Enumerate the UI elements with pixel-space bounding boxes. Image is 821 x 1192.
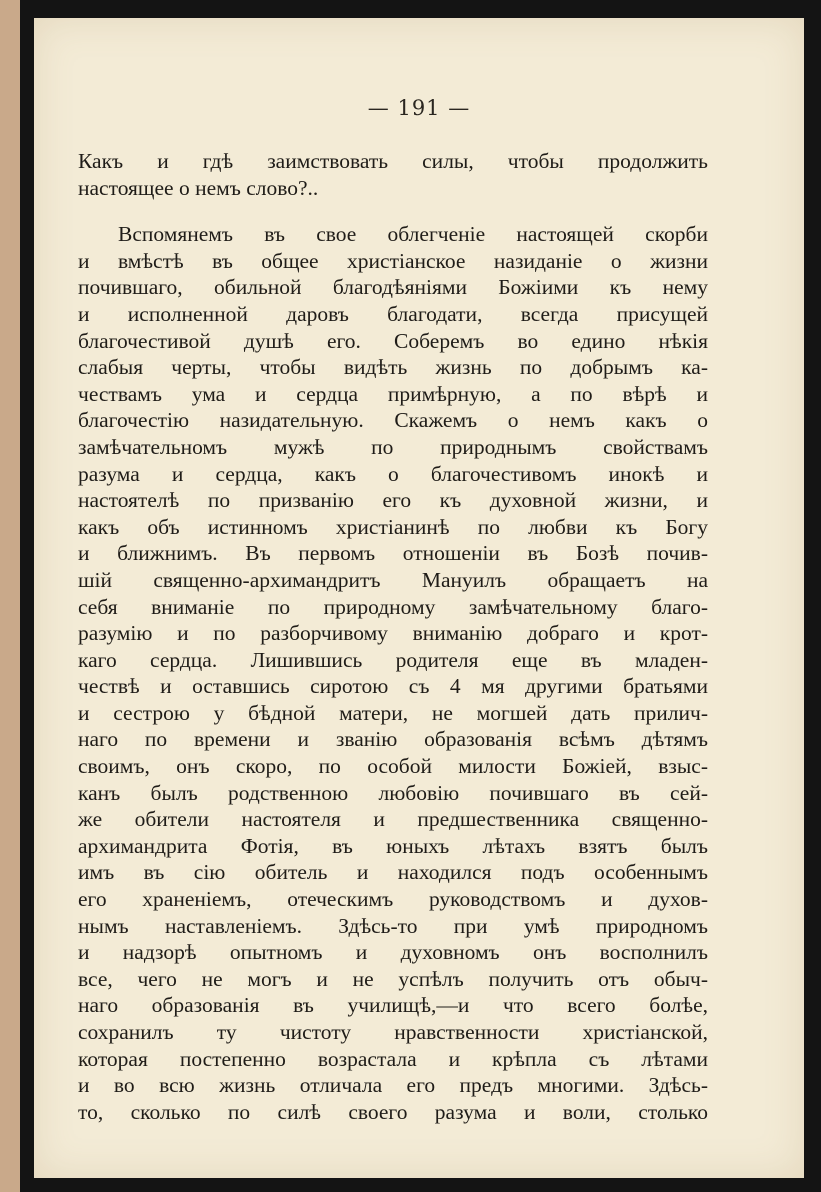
text-line: чествѣ и оставшись сиротою съ 4 мя другими братьями	[78, 674, 708, 699]
text-line: себя вниманіе по природному замѣчательному благо-	[78, 594, 708, 619]
text-line: разумію и по разборчивому вниманію добраго и крот-	[78, 621, 708, 646]
text-line: замѣчательномъ мужѣ по природнымъ свойствамъ	[78, 434, 708, 459]
text-line: почившаго, обильной благодѣяніями Божіими къ нему	[78, 275, 708, 300]
text-line: его храненіемъ, отеческимъ руководствомъ и духов-	[78, 887, 708, 912]
text-line: каго сердца. Лишившись родителя еще въ младен-	[78, 647, 708, 672]
text-line: и вмѣстѣ въ общее христіанское назиданіе о жизни	[78, 248, 708, 273]
text-line: своимъ, онъ скоро, по особой милости Божіей, взыс-	[78, 754, 708, 779]
text-line: же обители настоятеля и предшественника священно-	[78, 807, 708, 832]
text-line: Вспомянемъ въ свое облегченіе настоящей скорби	[118, 222, 708, 247]
text-line: настоятелѣ по призванію его къ духовной жизни, и	[78, 488, 708, 513]
text-line: какъ объ истинномъ христіанинѣ по любви къ Богу	[78, 514, 708, 539]
text-line: все, чего не могъ и не успѣлъ получить отъ обыч-	[78, 966, 708, 991]
text-line: то, сколько по силѣ своего разума и воли, столько	[78, 1099, 708, 1124]
text-line: и во всю жизнь отличала его предъ многими. Здѣсь-	[78, 1073, 708, 1098]
text-line: имъ въ сію обитель и находился подъ особеннымъ	[78, 860, 708, 885]
previous-page-edge	[0, 0, 20, 1192]
text-line: чествамъ ума и сердца примѣрную, а по вѣрѣ и	[78, 381, 708, 406]
text-line: наго образованія въ училищѣ,—и что всего болѣе,	[78, 993, 708, 1018]
paragraph-gap	[78, 201, 708, 221]
text-line: архимандрита Фотія, въ юныхъ лѣтахъ взятъ былъ	[78, 833, 708, 858]
text-line: и надзорѣ опытномъ и духовномъ онъ восполнилъ	[78, 940, 708, 965]
text-line: и ближнимъ. Въ первомъ отношеніи въ Бозѣ почив-	[78, 541, 708, 566]
text-line: слабыя черты, чтобы видѣть жизнь по добрымъ ка-	[78, 355, 708, 380]
text-line: Какъ и гдѣ заимствовать силы, чтобы продолжить	[78, 149, 708, 173]
text-line: которая постепенно возрастала и крѣпла съ лѣтами	[78, 1046, 708, 1071]
text-line: и исполненной даровъ благодати, всегда присущей	[78, 301, 708, 326]
text-line: шій священно-архимандритъ Мануилъ обращаетъ на	[78, 567, 708, 592]
text-line: разума и сердца, какъ о благочестивомъ инокѣ и	[78, 461, 708, 486]
text-line: наго по времени и званію образованія всѣмъ дѣтямъ	[78, 727, 708, 752]
book-page	[34, 18, 804, 1178]
text-line: и сестрою у бѣдной матери, не могшей дать прилич-	[78, 700, 708, 725]
text-line: благочестію назидательную. Скажемъ о немъ какъ о	[78, 408, 708, 433]
text-line: благочестивой душѣ его. Соберемъ во едино нѣкія	[78, 328, 708, 353]
text-line: настоящее о немъ слово?..	[78, 175, 319, 200]
body-text	[78, 148, 708, 1125]
text-line: канъ былъ родственною любовію почившаго въ сей-	[78, 780, 708, 805]
text-line: нымъ наставленіемъ. Здѣсь-то при умѣ природномъ	[78, 913, 708, 938]
text-line: сохранилъ ту чистоту нравственности христіанской,	[78, 1020, 708, 1044]
page-number: — 191 —	[367, 96, 471, 120]
